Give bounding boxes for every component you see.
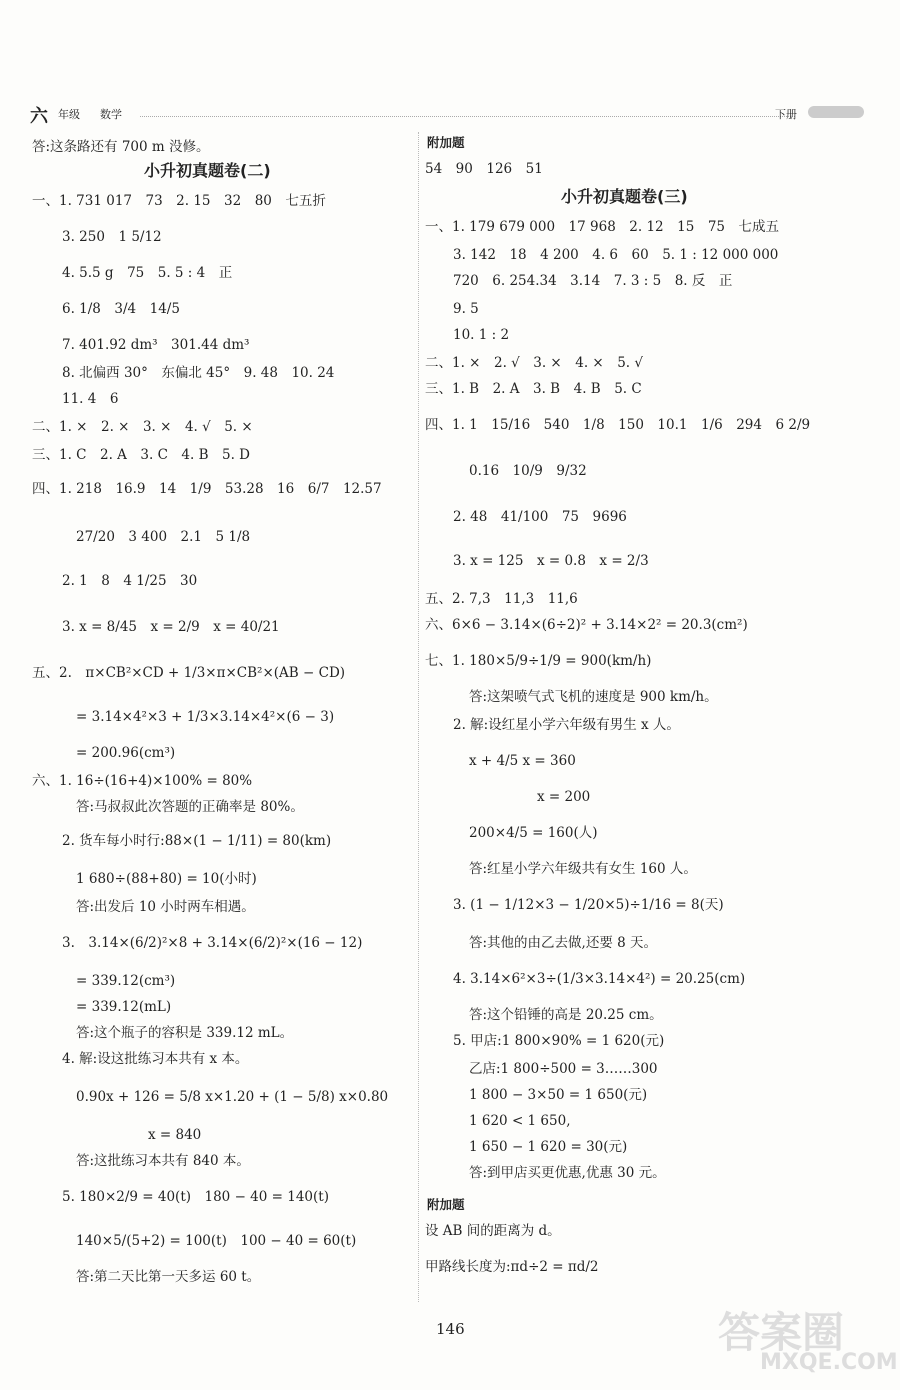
text-line: 140×5/(5+2) = 100(t) 100 − 40 = 60(t) <box>76 1233 357 1249</box>
text-line: 1 650 − 1 620 = 30(元) <box>469 1139 628 1155</box>
text-line: 四、1. 218 16.9 14 1/9 53.28 16 6/7 12.57 <box>32 481 382 497</box>
subject-label: 数学 <box>100 108 122 121</box>
text-line: 2. 解:设红星小学六年级有男生 x 人。 <box>453 717 680 733</box>
section-title: 小升初真题卷(三) <box>561 187 688 206</box>
text-line: 乙店:1 800÷500 = 3……300 <box>469 1061 658 1077</box>
text-line: 8. 北偏西 30° 东偏北 45° 9. 48 10. 24 <box>62 365 335 381</box>
section-heading: 附加题 <box>427 135 465 150</box>
page-number: 146 <box>436 1320 465 1338</box>
text-line: 5. 甲店:1 800×90% = 1 620(元) <box>453 1033 665 1049</box>
text-line: 五、2. 7,3 11,3 11,6 <box>425 591 578 607</box>
text-line: 6. 1/8 3/4 14/5 <box>62 301 180 317</box>
text-line: 5. 180×2/9 = 40(t) 180 − 40 = 140(t) <box>62 1189 329 1205</box>
text-line: 答:到甲店买更优惠,优惠 30 元。 <box>469 1165 666 1181</box>
text-line: = 200.96(cm³) <box>76 745 176 761</box>
text-line: 二、1. × 2. × 3. × 4. √ 5. × <box>32 419 253 435</box>
text-line: = 339.12(cm³) <box>76 973 176 989</box>
text-line: 三、1. B 2. A 3. B 4. B 5. C <box>425 381 642 397</box>
text-line: 1 620 < 1 650, <box>469 1113 571 1129</box>
text-line: 五、2. π×CB²×CD + 1/3×π×CB²×(AB − CD) <box>32 665 346 681</box>
text-line: 3. 250 1 5/12 <box>62 229 162 245</box>
text-line: x + 4/5 x = 360 <box>469 753 576 769</box>
section-title: 小升初真题卷(二) <box>144 161 271 180</box>
page-header <box>0 0 900 130</box>
text-line: 0.16 10/9 9/32 <box>469 463 587 479</box>
volume-label: 下册 <box>775 108 797 121</box>
text-line: x = 840 <box>148 1127 202 1143</box>
text-line: 2. 货车每小时行:88×(1 − 1/11) = 80(km) <box>62 833 332 849</box>
text-line: 设 AB 间的距离为 d。 <box>425 1223 561 1239</box>
text-line: 2. 1 8 4 1/25 30 <box>62 573 198 589</box>
text-line: 3. x = 125 x = 0.8 x = 2/3 <box>453 553 649 569</box>
text-line: = 3.14×4²×3 + 1/3×3.14×4²×(6 − 3) <box>76 709 335 725</box>
section-heading: 附加题 <box>427 1197 465 1212</box>
text-line: 3. x = 8/45 x = 2/9 x = 40/21 <box>62 619 280 635</box>
text-line: 11. 4 6 <box>62 391 119 407</box>
text-line: x = 200 <box>537 789 591 805</box>
text-line: 4. 解:设这批练习本共有 x 本。 <box>62 1051 249 1067</box>
column-divider <box>418 132 419 1302</box>
text-line: 二、1. × 2. √ 3. × 4. × 5. √ <box>425 355 643 371</box>
text-line: 1 680÷(88+80) = 10(小时) <box>76 871 257 887</box>
text-line: 7. 401.92 dm³ 301.44 dm³ <box>62 337 250 353</box>
text-line: 1 800 − 3×50 = 1 650(元) <box>469 1087 648 1103</box>
text-line: 六、6×6 − 3.14×(6÷2)² + 3.14×2² = 20.3(cm²) <box>425 617 748 633</box>
text-line: 答:红星小学六年级共有女生 160 人。 <box>469 861 697 877</box>
text-line: 答:第二天比第一天多运 60 t。 <box>76 1269 261 1285</box>
text-line: 10. 1 : 2 <box>453 327 510 343</box>
text-line: 54 90 126 51 <box>425 161 543 177</box>
text-line: 七、1. 180×5/9÷1/9 = 900(km/h) <box>425 653 652 669</box>
text-line: 3. (1 − 1/12×3 − 1/20×5)÷1/16 = 8(天) <box>453 897 724 913</box>
text-line: 答:这批练习本共有 840 本。 <box>76 1153 250 1169</box>
text-line: 4. 5.5 g 75 5. 5 : 4 正 <box>62 265 233 281</box>
text-line: 四、1. 1 15/16 540 1/8 150 10.1 1/6 294 6 2/9 <box>425 417 811 433</box>
text-line: 答:马叔叔此次答题的正确率是 80%。 <box>76 799 304 815</box>
volume-decoration <box>808 106 864 118</box>
text-line: 答:这个瓶子的容积是 339.12 mL。 <box>76 1025 294 1041</box>
text-line: 200×4/5 = 160(人) <box>469 825 598 841</box>
grade-label: 年级 <box>58 108 80 121</box>
text-line: 答:这架喷气式飞机的速度是 900 km/h。 <box>469 689 718 705</box>
text-line: = 339.12(mL) <box>76 999 172 1015</box>
text-line: 答:这条路还有 700 m 没修。 <box>32 139 210 155</box>
text-line: 六、1. 16÷(16+4)×100% = 80% <box>32 773 253 789</box>
text-line: 0.90x + 126 = 5/8 x×1.20 + (1 − 5/8) x×0.80 <box>76 1089 389 1105</box>
text-line: 答:其他的由乙去做,还要 8 天。 <box>469 935 658 951</box>
grade-badge: 六 <box>30 106 48 127</box>
text-line: 9. 5 <box>453 301 479 317</box>
text-line: 720 6. 254.34 3.14 7. 3 : 5 8. 反 正 <box>453 273 733 289</box>
watermark-url: MXQE.COM <box>760 1350 898 1375</box>
text-line: 3. 142 18 4 200 4. 6 60 5. 1 : 12 000 000 <box>453 247 779 263</box>
text-line: 答:出发后 10 小时两车相遇。 <box>76 899 255 915</box>
text-line: 甲路线长度为:πd÷2 = πd/2 <box>425 1259 599 1275</box>
text-line: 答:这个铅锤的高是 20.25 cm。 <box>469 1007 663 1023</box>
text-line: 一、1. 731 017 73 2. 15 32 80 七五折 <box>32 193 326 209</box>
text-line: 三、1. C 2. A 3. C 4. B 5. D <box>32 447 251 463</box>
watermark-logo: 答案圈 <box>718 1308 845 1357</box>
text-line: 一、1. 179 679 000 17 968 2. 12 15 75 七成五 <box>425 219 779 235</box>
text-line: 27/20 3 400 2.1 5 1/8 <box>76 529 251 545</box>
text-line: 4. 3.14×6²×3÷(1/3×3.14×4²) = 20.25(cm) <box>453 971 746 987</box>
header-rule <box>140 116 795 117</box>
text-line: 2. 48 41/100 75 9696 <box>453 509 627 525</box>
text-line: 3. 3.14×(6/2)²×8 + 3.14×(6/2)²×(16 − 12) <box>62 935 363 951</box>
